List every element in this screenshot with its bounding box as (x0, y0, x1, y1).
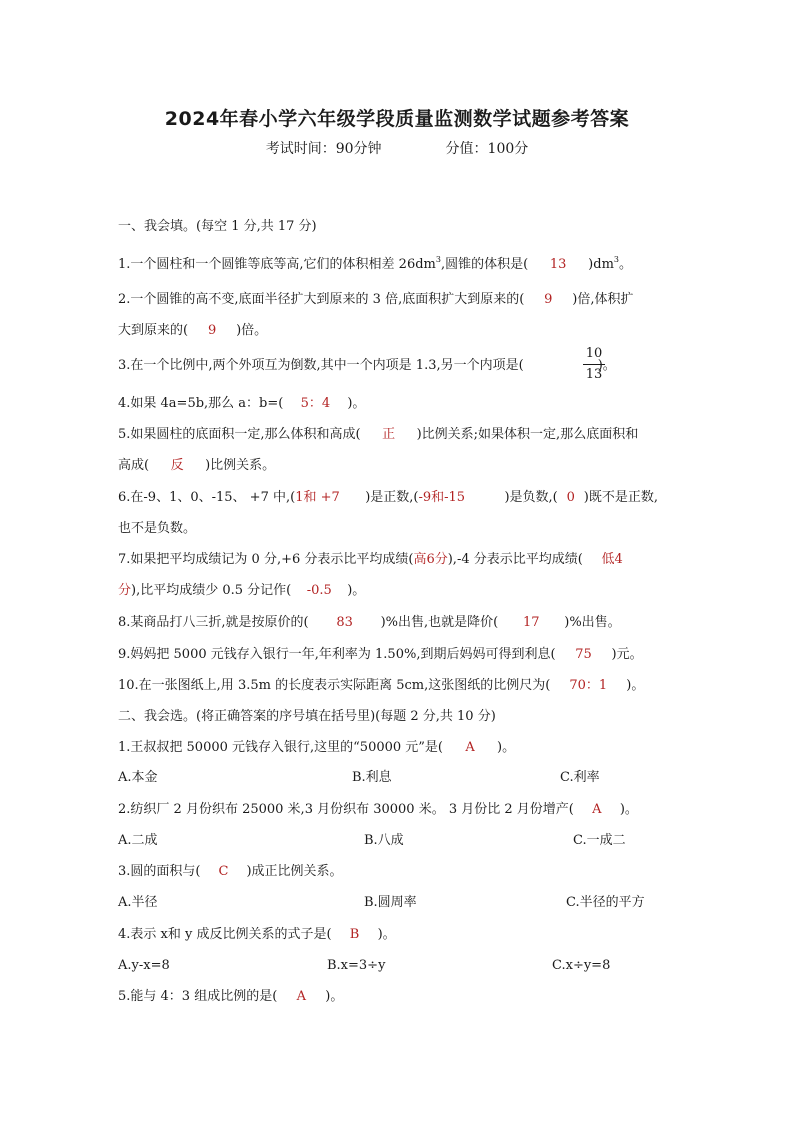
question-1-2-cont: 大到原来的( 9 )倍。 (118, 323, 268, 338)
answer: 70：1 (569, 678, 608, 693)
question-2-5: 5.能与 4：3 组成比例的是( A )。 (118, 989, 344, 1004)
option-b: B.圆周率 (364, 895, 417, 910)
answer: 正 (382, 427, 396, 442)
question-1-8: 8.某商品打八三折,就是按原价的( 83 )%出售,也就是降价( 17 )%出售。 (118, 615, 621, 630)
fraction-bar (583, 364, 605, 365)
question-2-4: 4.表示 x和 y 成反比例关系的式子是( B )。 (118, 927, 396, 942)
question-1-4: 4.如果 4a=5b,那么 a：b=( 5：4 )。 (118, 396, 366, 411)
question-2-3: 3.圆的面积与( C )成正比例关系。 (118, 864, 343, 879)
section1-heading: 一、我会填。(每空 1 分,共 17 分) (118, 219, 317, 234)
option-a: A.y-x=8 (118, 958, 170, 973)
answer: 0 (566, 490, 575, 505)
question-1-10: 10.在一张图纸上,用 3.5m 的长度表示实际距离 5cm,这张图纸的比例尺为( 70：1 )。 (118, 678, 645, 693)
question-1-9: 9.妈妈把 5000 元钱存入银行一年,年利率为 1.50%,到期后妈妈可得到利息( 75 )元。 (118, 647, 643, 662)
answer: -0.5 (306, 583, 332, 598)
question-1-7: 7.如果把平均成绩记为 0 分,+6 分表示比平均成绩(高6分),-4 分表示比平均成绩( 低4 (118, 552, 623, 567)
question-1-5-cont: 高成( 反 )比例关系。 (118, 458, 276, 473)
answer: 9 (544, 292, 553, 307)
section2-heading: 二、我会选。(将正确答案的序号填在括号里)(每题 2 分,共 10 分) (118, 709, 496, 724)
answer: 反 (170, 458, 184, 473)
answer: 分 (118, 583, 132, 598)
answer-fraction: 10 13 (583, 346, 605, 383)
question-1-5: 5.如果圆柱的底面积一定,那么体积和高成( 正 )比例关系;如果体积一定,那么底面积和 (118, 427, 639, 442)
option-b: B.八成 (364, 833, 404, 848)
option-a: A.二成 (118, 833, 158, 848)
exam-time: 考试时间：90分钟 (265, 141, 382, 157)
answer: -9和-15 (418, 490, 466, 505)
option-c: C.半径的平方 (566, 895, 645, 910)
answer: A (592, 802, 602, 817)
question-1-1: 1.一个圆柱和一个圆锥等底等高,它们的体积相差 $26dm^3$,圆锥的体积是( 13 )$dm^3$。 (118, 255, 633, 272)
question-2-1: 1.王叔叔把 50000 元钱存入银行,这里的“50000 元”是( A )。 (118, 740, 516, 755)
answer: B (349, 927, 360, 942)
exam-info (0, 138, 794, 158)
option-a: A.半径 (118, 895, 158, 910)
question-2-2: 2.纺织厂 2 月份织布 25000 米,3 月份织布 30000 米。 3 月份比 2 月份增产( A )。 (118, 802, 638, 817)
answer: C (218, 864, 229, 879)
option-b: B.利息 (352, 770, 392, 785)
answer: 低4 (601, 552, 623, 567)
option-c: C.一成二 (573, 833, 626, 848)
answer: A (465, 740, 475, 755)
answer: 1和 +7 (295, 490, 340, 505)
answer: A (296, 989, 306, 1004)
option-c: C.利率 (560, 770, 600, 785)
option-c: C.x÷y=8 (552, 958, 611, 973)
option-a: A.本金 (118, 770, 158, 785)
question-1-2: 2.一个圆锥的高不变,底面半径扩大到原来的 3 倍,底面积扩大到原来的( 9 )倍,体积扩 (118, 292, 634, 307)
question-1-6: 6.在-9、1、0、-15、 +7 中,(1和 +7 )是正数,(-9和-15 )是负数,( 0 )既不是正数, (118, 490, 658, 505)
question-1-6-cont: 也不是负数。 (118, 521, 197, 536)
answer: 5：4 (300, 396, 331, 411)
answer: 17 (522, 615, 540, 630)
exam-score: 分值：100分 (445, 141, 529, 157)
question-1-3: 3.在一个比例中,两个外项互为倒数,其中一个内项是 1.3,另一个内项是( )。 (118, 358, 616, 373)
answer: 13 (549, 257, 567, 272)
answer: 75 (575, 647, 592, 662)
page-title: 2024年春小学六年级学段质量监测数学试题参考答案 (164, 108, 630, 130)
answer: 83 (336, 615, 353, 630)
option-b: B.x=3÷y (327, 958, 386, 973)
answer: 高6分 (413, 552, 448, 567)
answer: 9 (207, 323, 217, 338)
question-1-7-cont: 分),比平均成绩少 0.5 分记作( -0.5 )。 (118, 583, 366, 598)
